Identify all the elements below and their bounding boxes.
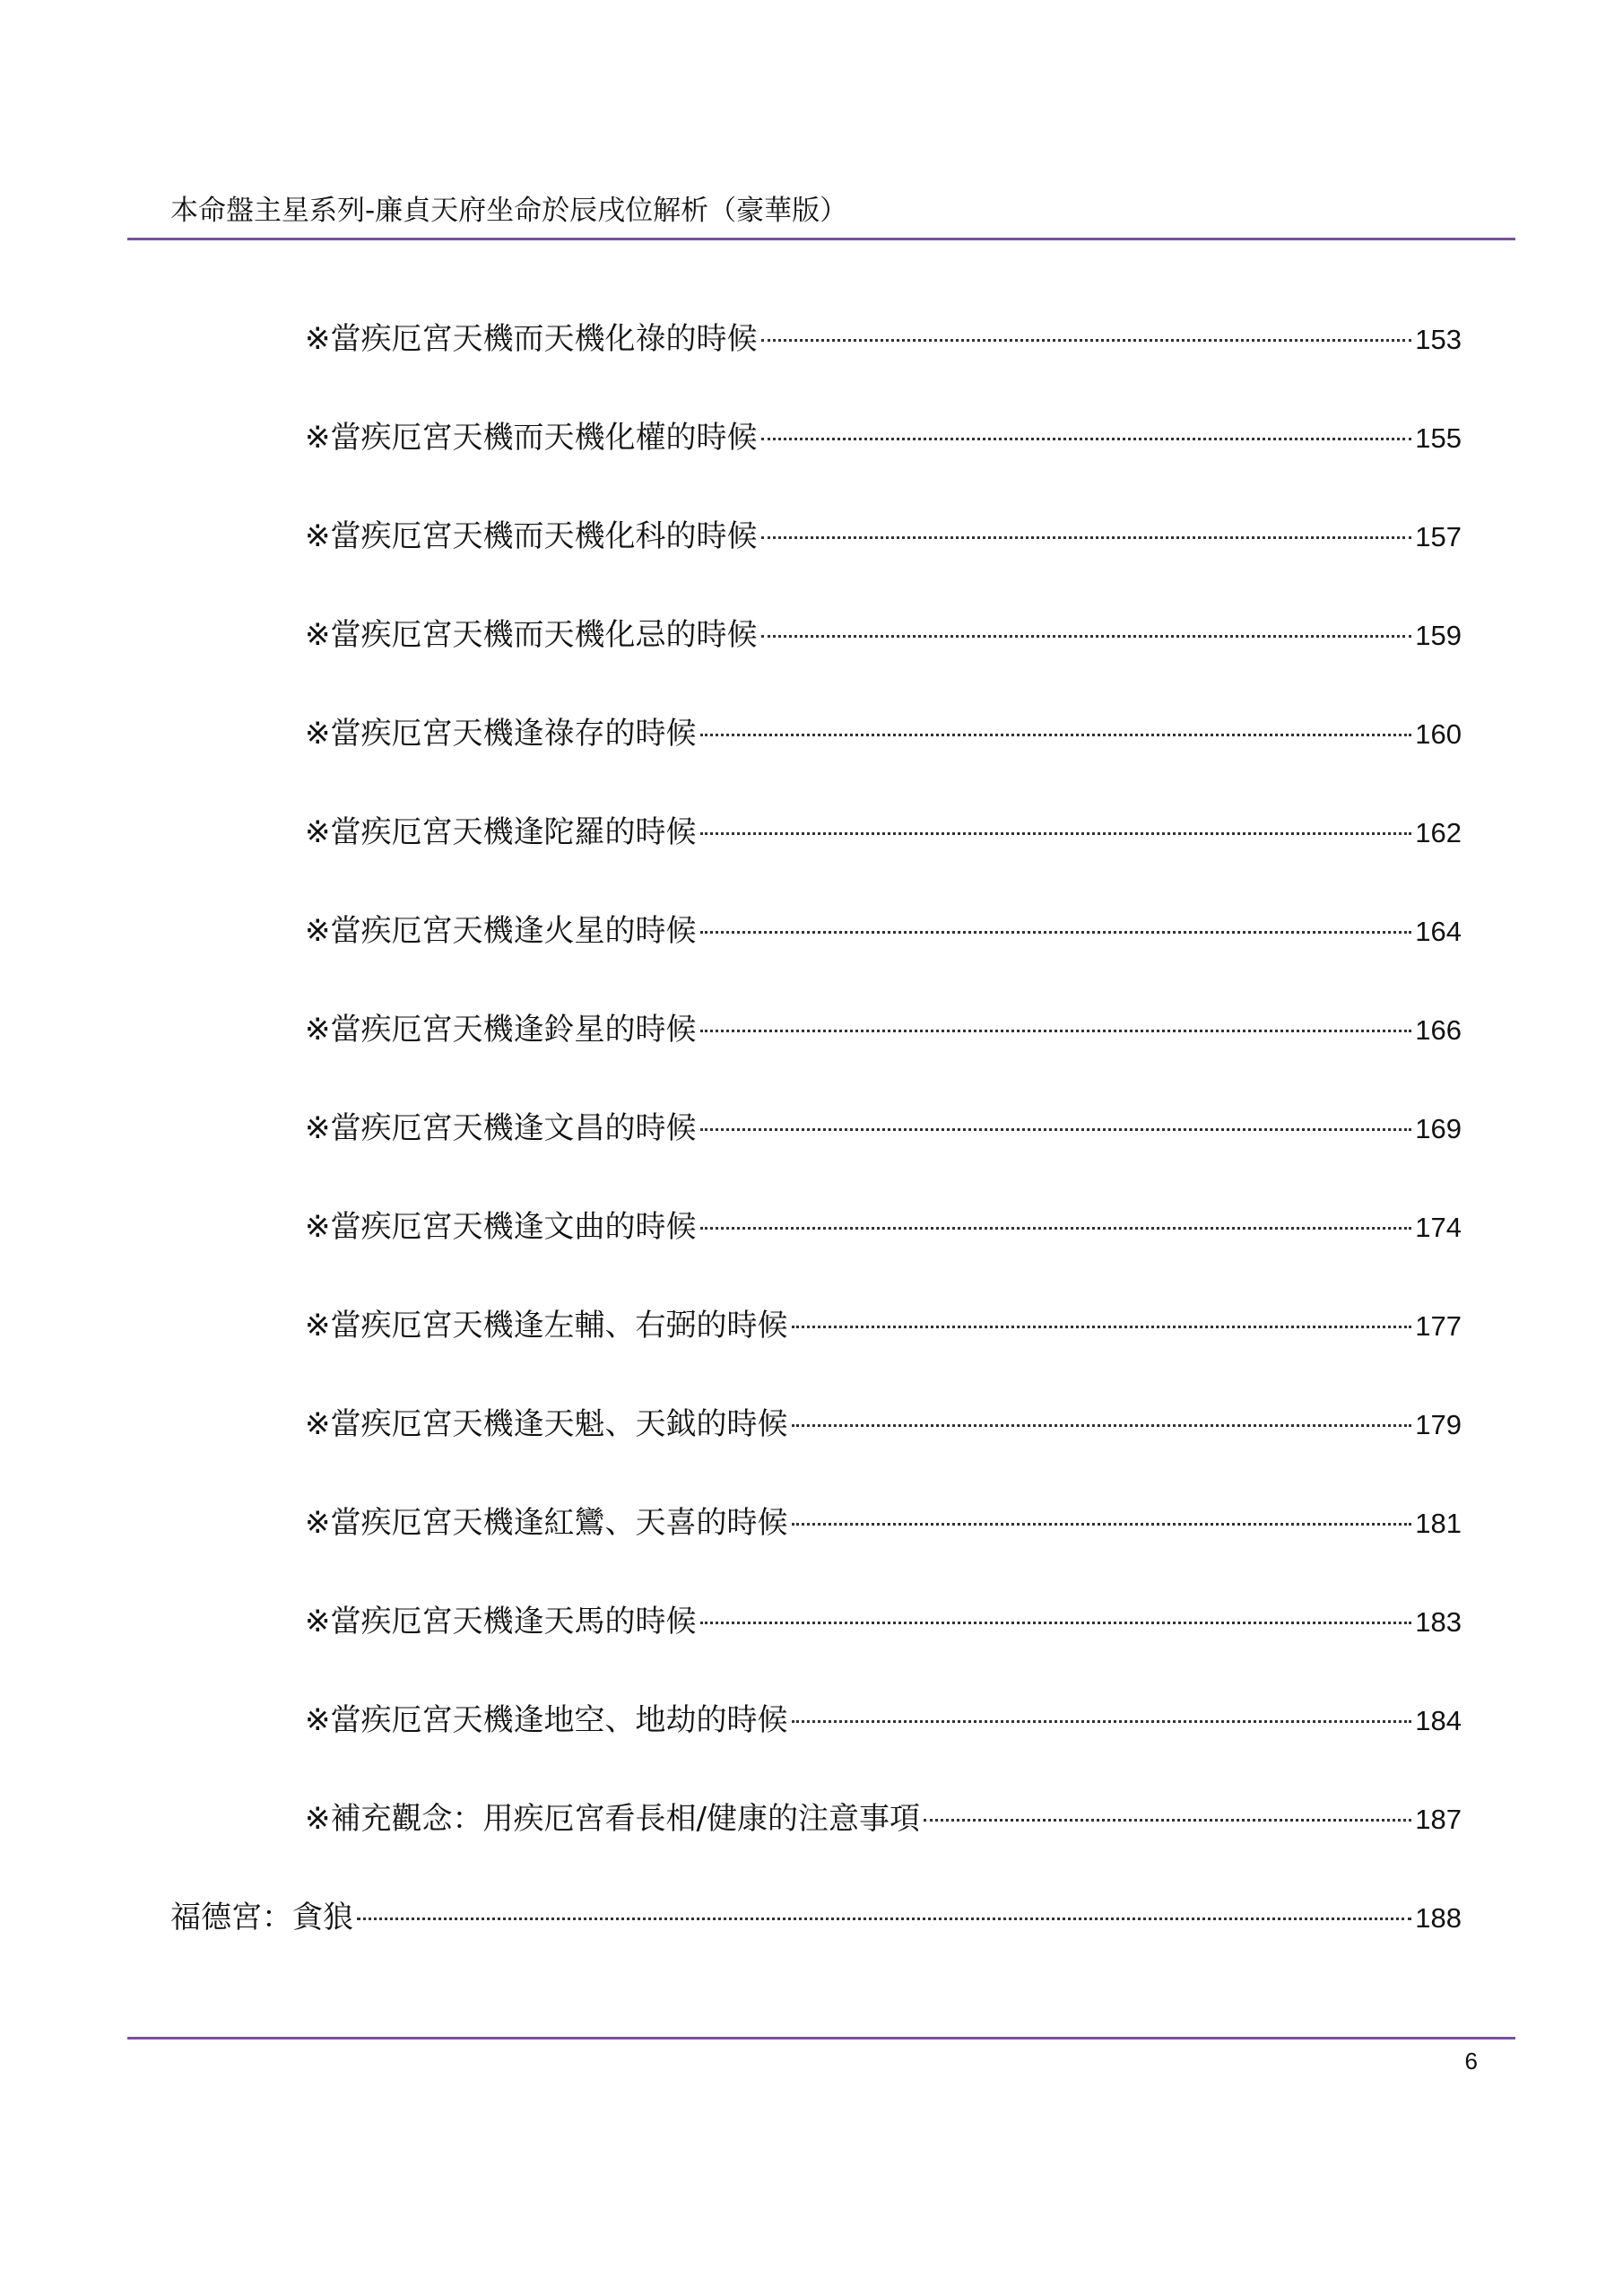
toc-leader bbox=[761, 339, 1412, 342]
toc-entry-title: ※當疾厄宮天機而天機化忌的時候 bbox=[305, 617, 758, 653]
toc-entry-page: 164 bbox=[1415, 916, 1462, 947]
toc-leader bbox=[357, 1918, 1411, 1920]
toc-entry-title: ※當疾厄宮天機而天機化祿的時候 bbox=[305, 321, 758, 357]
toc-entry-page: 181 bbox=[1415, 1508, 1462, 1539]
toc-entry[interactable] bbox=[305, 1699, 1462, 1743]
toc-entry-title: 福德宮：貪狼 bbox=[170, 1900, 353, 1935]
toc-entry-page: 187 bbox=[1415, 1804, 1462, 1835]
toc-entry[interactable] bbox=[305, 1205, 1462, 1249]
toc-entry-page: 188 bbox=[1415, 1902, 1462, 1934]
toc-entry-title: ※當疾厄宮天機逢天魁、天鉞的時候 bbox=[305, 1406, 788, 1442]
toc-entry-page: 162 bbox=[1415, 817, 1462, 848]
toc-entry[interactable] bbox=[305, 712, 1462, 756]
toc-entry[interactable] bbox=[305, 1600, 1462, 1644]
page-number: 6 bbox=[1464, 2048, 1478, 2074]
toc-leader bbox=[924, 1819, 1411, 1822]
toc-entry-title: ※當疾厄宮天機逢陀羅的時候 bbox=[305, 814, 697, 850]
toc-leader bbox=[700, 1128, 1412, 1131]
toc-entry-title: ※當疾厄宮天機逢天馬的時候 bbox=[305, 1604, 697, 1639]
toc-entry[interactable] bbox=[305, 515, 1462, 559]
header-rule bbox=[127, 238, 1515, 240]
toc-entry-title: ※當疾厄宮天機逢火星的時候 bbox=[305, 913, 697, 949]
toc-entry-title: ※當疾厄宮天機逢左輔、右弼的時候 bbox=[305, 1308, 788, 1344]
toc-leader bbox=[700, 931, 1412, 934]
toc-entry-title: ※當疾厄宮天機而天機化權的時候 bbox=[305, 420, 758, 456]
toc-entry[interactable] bbox=[305, 1501, 1462, 1545]
footer-rule bbox=[127, 2037, 1515, 2039]
toc-entry-title: ※當疾厄宮天機逢紅鸞、天喜的時候 bbox=[305, 1505, 788, 1541]
toc-entry-page: 159 bbox=[1415, 620, 1462, 651]
toc-entry[interactable] bbox=[305, 416, 1462, 460]
toc-entry-title: ※補充觀念：用疾厄宮看長相/健康的注意事項 bbox=[305, 1801, 920, 1837]
toc-leader bbox=[792, 1424, 1412, 1427]
toc-entry-page: 184 bbox=[1415, 1705, 1462, 1736]
toc-entry-page: 169 bbox=[1415, 1113, 1462, 1144]
toc-entry[interactable] bbox=[305, 1107, 1462, 1151]
toc-leader bbox=[792, 1523, 1412, 1526]
toc-entry-page: 183 bbox=[1415, 1606, 1462, 1638]
toc-entry-page: 177 bbox=[1415, 1310, 1462, 1342]
toc-entry[interactable] bbox=[305, 317, 1462, 361]
toc-entry-title: ※當疾厄宮天機逢鈴星的時候 bbox=[305, 1012, 697, 1048]
toc-entry[interactable] bbox=[305, 909, 1462, 953]
toc-entry-title: ※當疾厄宮天機逢地空、地劫的時候 bbox=[305, 1702, 788, 1738]
toc-entry-title: ※當疾厄宮天機逢文曲的時候 bbox=[305, 1209, 697, 1245]
toc-entry-page: 155 bbox=[1415, 422, 1462, 454]
toc-leader bbox=[700, 1622, 1412, 1624]
toc-entry-title: ※當疾厄宮天機逢祿存的時候 bbox=[305, 716, 697, 752]
toc-leader bbox=[792, 1326, 1412, 1328]
toc-entry-page: 166 bbox=[1415, 1014, 1462, 1046]
toc-leader bbox=[700, 1030, 1412, 1032]
toc-entry[interactable] bbox=[305, 1403, 1462, 1447]
toc-entry[interactable] bbox=[305, 1008, 1462, 1052]
toc-leader bbox=[761, 635, 1412, 638]
toc-leader bbox=[761, 536, 1412, 539]
toc-entry[interactable] bbox=[305, 613, 1462, 657]
toc-leader bbox=[700, 1227, 1412, 1230]
toc-leader bbox=[761, 438, 1412, 440]
toc-entry-title: ※當疾厄宮天機而天機化科的時候 bbox=[305, 518, 758, 554]
toc-entry-page: 157 bbox=[1415, 521, 1462, 552]
toc-leader bbox=[700, 734, 1412, 736]
toc-entry[interactable] bbox=[305, 811, 1462, 855]
page-header: 本命盤主星系列-廉貞天府坐命於辰戌位解析（豪華版） bbox=[170, 195, 848, 227]
toc-leader bbox=[792, 1720, 1412, 1723]
toc-entry-page: 153 bbox=[1415, 324, 1462, 355]
toc-entry[interactable] bbox=[305, 1304, 1462, 1348]
toc-entry-title: ※當疾厄宮天機逢文昌的時候 bbox=[305, 1110, 697, 1146]
toc-entry-page: 160 bbox=[1415, 718, 1462, 750]
toc-entry[interactable] bbox=[170, 1896, 1462, 1940]
toc-entry[interactable] bbox=[305, 1797, 1462, 1841]
toc-entry-page: 179 bbox=[1415, 1409, 1462, 1440]
toc-leader bbox=[700, 832, 1412, 835]
toc-entry-page: 174 bbox=[1415, 1212, 1462, 1243]
